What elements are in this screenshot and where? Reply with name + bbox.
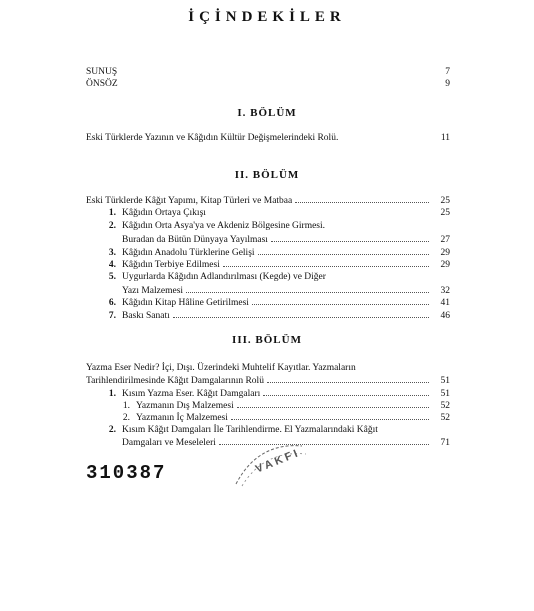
page-title: İÇİNDEKİLER <box>188 9 346 25</box>
toc-entry <box>86 412 450 424</box>
toc-entry-label: Kısım Yazma Eser. Kâğıt Damgaları <box>122 389 261 399</box>
toc-entry-label: Eski Türklerde Kâğıt Yapımı, Kitap Türleri ve Matbaa <box>86 196 293 206</box>
toc-leader <box>258 247 429 255</box>
library-stamp-icon <box>228 432 308 488</box>
toc-leader <box>223 259 429 267</box>
toc-entry-onsoz <box>86 79 450 90</box>
toc-entry-continuation <box>86 375 450 387</box>
toc-leader <box>231 412 429 420</box>
toc-page-number: 52 <box>440 401 450 411</box>
toc-page-number: 11 <box>440 133 450 143</box>
toc-entry-number: 1. <box>108 389 116 399</box>
section-heading-part2: II. BÖLÜM <box>234 169 300 181</box>
toc-entry-label: Tarihlendirilmesinde Kâğıt Damgalarının Rolü <box>86 376 264 386</box>
toc-entry <box>86 400 450 412</box>
toc-entry-label: Yazma Eser Nedir? İçi, Dışı. Üzerindeki Muhtelif Kayıtlar. Yazmaların <box>86 363 356 373</box>
toc-page-number: 52 <box>440 413 450 423</box>
toc-entry <box>86 221 450 232</box>
toc-entry-number: 1. <box>122 401 130 411</box>
toc-entry-label: Kısım Kâğıt Damgaları İle Tarihlendirme. El Yazmalarındaki Kâğıt <box>122 425 378 435</box>
toc-leader <box>271 234 429 242</box>
toc-entry <box>86 247 450 259</box>
toc-page-number: 41 <box>440 298 450 308</box>
toc-entry-continuation <box>86 234 450 246</box>
toc-entry-label: Kâğıdın Ortaya Çıkışı <box>122 208 206 218</box>
toc-entry-number: 3. <box>108 248 116 258</box>
toc-page-number: 71 <box>440 438 450 448</box>
toc-page-number: 27 <box>440 235 450 245</box>
toc-page-number: 51 <box>440 389 450 399</box>
toc-leader <box>267 375 429 383</box>
toc-entry <box>86 208 450 219</box>
toc-page-number: 25 <box>440 208 450 218</box>
toc-leader <box>209 208 429 215</box>
toc-entry <box>86 310 450 322</box>
toc-page-number: 29 <box>440 248 450 258</box>
section-heading-part3: III. BÖLÜM <box>232 334 302 346</box>
toc-leader <box>120 67 429 74</box>
toc-entry-label: Damgaları ve Meseleleri <box>122 438 216 448</box>
toc-leader <box>121 79 429 86</box>
toc-entry-number: 5. <box>108 272 116 282</box>
stamp-text: VAKFI <box>253 446 303 476</box>
toc-entry <box>86 195 450 207</box>
toc-leader <box>186 285 429 293</box>
toc-leader <box>295 195 429 203</box>
toc-entry-continuation <box>86 285 450 297</box>
toc-page-number: 29 <box>440 260 450 270</box>
toc-entry-label: Kâğıdın Terbiye Edilmesi <box>122 260 220 270</box>
toc-entry-label: ÖNSÖZ <box>86 79 118 89</box>
toc-page-number: 46 <box>440 311 450 321</box>
toc-entry-label: Kâğıdın Orta Asya'ya ve Akdeniz Bölgesine Girmesi. <box>122 221 326 231</box>
toc-entry-label: Eski Türklerde Yazının ve Kâğıdın Kültür Değişmelerindeki Rolü. <box>86 133 339 143</box>
toc-page-number: 32 <box>440 286 450 296</box>
toc-entry <box>86 133 450 144</box>
toc-entry-label: Yazmanın Dış Malzemesi <box>136 401 234 411</box>
toc-entry-number: 7. <box>108 311 116 321</box>
toc-entry-number: 2. <box>108 425 116 435</box>
toc-leader <box>173 310 429 318</box>
toc-page-number: 9 <box>445 79 450 89</box>
toc-entry-number: 6. <box>108 298 116 308</box>
toc-entry <box>86 272 450 283</box>
toc-entry-label: Yazı Malzemesi <box>122 286 184 296</box>
toc-page-number: 7 <box>445 67 450 77</box>
toc-entry-label: Kâğıdın Anadolu Türklerine Gelişi <box>122 248 255 258</box>
toc-entry-label: Uygurlarda Kâğıdın Adlandırılması (Kegde) ve Diğer <box>122 272 326 282</box>
section-heading-part1: I. BÖLÜM <box>237 107 297 119</box>
toc-entry-number: 4. <box>108 260 116 270</box>
toc-entry-label: Baskı Sanatı <box>122 311 170 321</box>
toc-entry-label: Kâğıdın Kitap Hâline Getirilmesi <box>122 298 249 308</box>
toc-leader <box>237 400 429 408</box>
toc-entry-number: 2. <box>108 221 116 231</box>
toc-entry-sunus <box>86 67 450 78</box>
toc-entry <box>86 388 450 400</box>
toc-entry-label: Yazmanın İç Malzemesi <box>136 413 228 423</box>
toc-entry-number: 1. <box>108 208 116 218</box>
toc-page-number: 25 <box>440 196 450 206</box>
toc-entry-label: Buradan da Bütün Dünyaya Yayılması <box>122 235 268 245</box>
catalog-number: 310387 <box>86 462 167 484</box>
toc-leader <box>263 388 429 396</box>
toc-leader <box>252 297 429 305</box>
toc-entry-number: 2. <box>122 413 130 423</box>
toc-entry <box>86 259 450 271</box>
toc-page-number: 51 <box>440 376 450 386</box>
toc-entry <box>86 297 450 309</box>
toc-entry-label: SUNUŞ <box>86 67 118 77</box>
toc-leader <box>341 133 429 140</box>
